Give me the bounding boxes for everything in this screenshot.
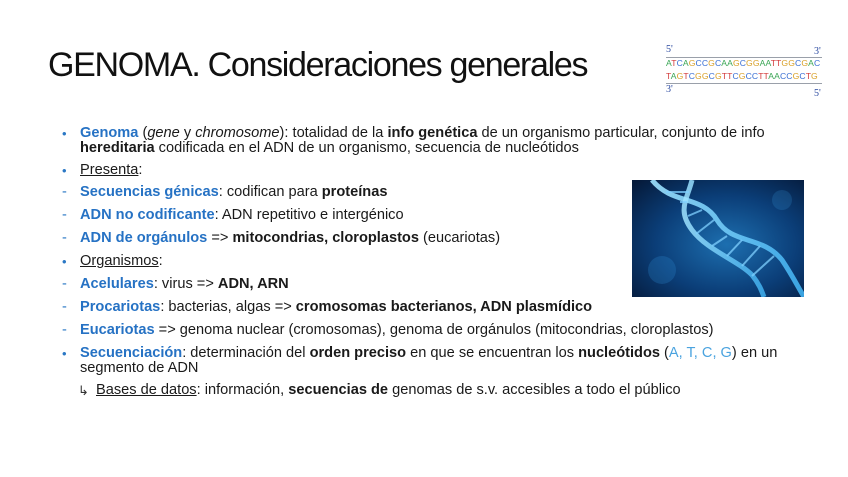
nucleotide: T [770, 58, 777, 68]
list-item-adn-organulos [62, 231, 802, 246]
nucleotide: T [727, 71, 733, 81]
nucleotide: A [682, 58, 689, 68]
term-proteinas: proteínas [321, 184, 388, 200]
heading-bases-datos: Bases de datos [96, 382, 197, 398]
nucleotide: C [732, 71, 739, 81]
slide-title: GENOMA. Consideraciones generales [48, 46, 588, 84]
list-item-organismos [62, 254, 802, 269]
nucleotide: G [695, 71, 702, 81]
nucleotide: C [745, 71, 752, 81]
nucleotide: C [786, 71, 793, 81]
list-item-procariotas [62, 300, 802, 315]
text: : bacterias, algas => [160, 299, 296, 315]
list-item-eucariotas [62, 323, 802, 338]
text: : virus => [153, 276, 218, 292]
bottom-strand-sequence [666, 71, 818, 81]
nucleotide: C [799, 71, 806, 81]
nucleotide: G [801, 58, 809, 68]
nucleotide: T [671, 58, 677, 68]
heading-presenta: Presenta [80, 162, 139, 178]
nucleotide: T [763, 71, 769, 81]
term-adn-arn: ADN, ARN [217, 276, 289, 292]
dna-sequence-diagram [664, 44, 824, 100]
nucleotide: G [701, 71, 709, 81]
nucleotide: G [738, 71, 746, 81]
dash-marker: - [62, 322, 67, 338]
term-eucariotas: Eucariotas [80, 322, 155, 338]
nucleotide: T [758, 71, 764, 81]
term-adn-no-codificante: ADN no codificante [80, 207, 215, 223]
nucleotide: C [739, 58, 747, 68]
text: : codifican para [218, 184, 322, 200]
text: : información, [196, 382, 289, 398]
text: ( [660, 345, 669, 361]
nucleotide: C [779, 71, 787, 81]
text: : [138, 162, 143, 178]
nucleotide: C [708, 71, 715, 81]
nucleotide: A [666, 58, 672, 68]
text: en que se encuentran los [406, 345, 579, 361]
text: : determinación del [182, 345, 310, 361]
bottom-backbone-line [666, 83, 822, 84]
term-secuencias-genicas: Secuencias génicas [80, 184, 219, 200]
list-item-adn-no-codificante [62, 208, 802, 223]
nucleotide: A [727, 58, 733, 68]
nucleotide: G [781, 58, 789, 68]
term-gene: gene [147, 125, 180, 141]
nucleotide: T [776, 58, 782, 68]
nucleotide: G [752, 58, 760, 68]
nucleotide: G [811, 71, 818, 81]
nucleotide: C [701, 58, 709, 68]
top-strand-sequence [666, 58, 820, 68]
term-secuencias-de: secuencias de [288, 382, 389, 398]
bullet-marker: • [62, 254, 67, 269]
heading-organismos: Organismos [80, 253, 159, 269]
bullet-marker: • [62, 346, 67, 361]
nucleotide: C [795, 58, 802, 68]
nucleotide: A [765, 58, 771, 68]
term-mitocondrias-cloroplastos: mitocondrias, cloroplastos [232, 230, 419, 246]
nucleotide: A [721, 58, 728, 68]
dash-marker: - [62, 184, 67, 200]
text: => genoma nuclear (cromosomas), genoma de orgánulos (mitocondrias, cloroplastos) [154, 322, 714, 338]
text: (eucariotas) [418, 230, 501, 246]
term-procariotas: Procariotas [80, 299, 161, 315]
nucleotide: G [732, 58, 740, 68]
nucleotide: G [688, 58, 696, 68]
nucleotide: A [670, 71, 677, 81]
dash-marker: - [62, 299, 67, 315]
list-item-genoma [62, 126, 802, 156]
three-prime-bottom-label: 3' [666, 84, 673, 95]
text: y [179, 125, 196, 141]
nucleotide: G [792, 71, 800, 81]
nucleotide: C [676, 58, 683, 68]
text: codificada en el ADN de un organismo, secuencia de nucleótidos [154, 140, 579, 156]
three-prime-top-label: 3' [814, 46, 821, 57]
dash-marker: - [62, 230, 67, 246]
dash-marker: - [62, 207, 67, 223]
text: : [158, 253, 163, 269]
term-cromosomas-bacterianos: cromosomas bacterianos, ADN plasmídico [295, 299, 593, 315]
nucleotide: C [695, 58, 702, 68]
list-item-bases-datos [62, 383, 802, 398]
five-prime-top-label: 5' [666, 44, 673, 55]
bullet-marker: • [62, 126, 67, 141]
nucleotide: T [721, 71, 728, 81]
text: ) en un segmento de ADN [80, 345, 778, 376]
text: => [207, 230, 233, 246]
nucleotide: C [688, 71, 696, 81]
nucleotide: C [813, 58, 821, 68]
term-genoma: Genoma [80, 125, 139, 141]
nucleotide: G [676, 71, 684, 81]
nucleotide: C [714, 58, 722, 68]
term-secuenciacion: Secuenciación [80, 345, 183, 361]
nucleotide: T [666, 71, 671, 81]
nucleotide: T [805, 71, 812, 81]
bullet-marker: • [62, 163, 67, 178]
nucleotide: T [683, 71, 689, 81]
five-prime-bottom-label: 5' [814, 88, 821, 99]
content-list [62, 126, 802, 398]
nucleotide: G [714, 71, 722, 81]
term-nucleotidos: nucleótidos [578, 345, 660, 361]
term-adn-organulos: ADN de orgánulos [80, 230, 208, 246]
dash-marker: - [62, 276, 67, 292]
text: : ADN repetitivo e intergénico [214, 207, 404, 223]
nucleotide: A [808, 58, 814, 68]
nucleotide: A [768, 71, 775, 81]
nucleotide: G [746, 58, 753, 68]
term-chromosome: chromosome [195, 125, 280, 141]
term-bases-atcg: A, T, C, G [668, 345, 732, 361]
term-hereditaria: hereditaria [80, 140, 155, 156]
nucleotide: A [759, 58, 766, 68]
nucleotide: G [708, 58, 715, 68]
list-item-secuenciacion [62, 346, 802, 376]
nucleotide: G [788, 58, 795, 68]
term-info-genetica: info genética [387, 125, 478, 141]
term-orden-preciso: orden preciso [309, 345, 407, 361]
list-item-presenta [62, 163, 802, 178]
list-item-secuencias-genicas [62, 185, 802, 200]
arrow-marker-icon: ↳ [78, 383, 89, 398]
text: genomas de s.v. accesibles a todo el público [388, 382, 681, 398]
list-item-acelulares [62, 277, 802, 292]
text: de un organismo particular, conjunto de info [477, 125, 765, 141]
nucleotide: C [751, 71, 759, 81]
nucleotide: A [774, 71, 780, 81]
term-acelulares: Acelulares [80, 276, 154, 292]
text: ): totalidad de la [279, 125, 388, 141]
text: ( [138, 125, 148, 141]
